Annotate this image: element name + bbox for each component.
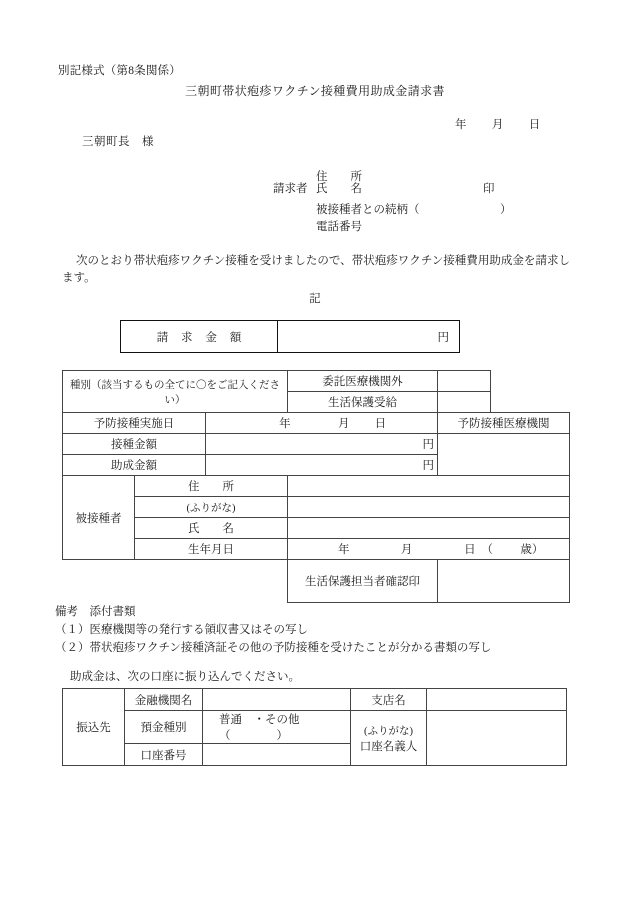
type-option-1-field[interactable] xyxy=(438,371,491,392)
requester-seal-label: 印 xyxy=(483,183,495,195)
type-row-1-spacer xyxy=(491,371,570,392)
table-row-welfare-seal xyxy=(63,560,570,603)
recipient-address-field[interactable] xyxy=(288,476,570,497)
main-table xyxy=(62,370,570,603)
claim-amount-box xyxy=(120,320,460,353)
bank-institution-name-label: 金融機関名 xyxy=(125,689,203,711)
welfare-seal-label: 生活保護担当者確認印 xyxy=(288,560,438,603)
notes-block xyxy=(55,604,491,657)
bank-holder-furigana-label: (ふりがな) xyxy=(364,725,413,737)
claim-amount-unit: 円 xyxy=(437,331,449,344)
bank-account-type-field[interactable]: 普通 ・その他（ ） xyxy=(203,711,351,744)
recipient-birth-age-label: 歳） xyxy=(520,544,544,556)
recipient-furigana-field[interactable] xyxy=(288,497,570,518)
bank-holder-field[interactable] xyxy=(427,711,567,766)
vaccination-date-field[interactable] xyxy=(206,413,438,434)
recipient-address-label: 住 所 xyxy=(135,476,288,497)
recipient-birth-field[interactable] xyxy=(288,539,570,560)
bank-table xyxy=(62,688,567,766)
recipient-label: 被接種者 xyxy=(63,476,135,560)
transfer-lead-text: 助成金は、次の口座に振り込んでください。 xyxy=(70,671,300,683)
requester-name-label: 氏 名 xyxy=(316,183,362,195)
notes-item-2: （２）帯状疱疹ワクチン接種済証その他の予防接種を受けたことが分かる書類の写し xyxy=(55,641,492,654)
vaccination-date-year-label: 年 xyxy=(279,418,291,430)
notes-heading: 備考 添付書類 xyxy=(55,606,136,618)
bank-branch-field[interactable] xyxy=(427,689,567,711)
requester-tel-label: 電話番号 xyxy=(316,221,362,233)
bank-row-account-type xyxy=(63,711,567,744)
transfer-label: 振込先 xyxy=(63,689,125,766)
bank-institution-name-field[interactable] xyxy=(203,689,351,711)
table-row-recipient-name xyxy=(63,518,570,539)
bank-holder-label-cell xyxy=(351,711,427,766)
notes-item-1: （１）医療機関等の発行する領収書又はその写し xyxy=(55,623,308,636)
vaccination-fee-label: 接種金額 xyxy=(63,434,206,455)
type-option-2-label: 生活保護受給 xyxy=(288,392,438,413)
form-code: 別記様式（第8条関係） xyxy=(58,65,181,77)
vaccination-fee-unit: 円 xyxy=(422,439,435,451)
welfare-seal-field[interactable] xyxy=(438,560,570,603)
subsidy-label: 助成金額 xyxy=(63,455,206,476)
table-row-recipient-furigana xyxy=(63,497,570,518)
claim-amount-label: 請 求 金 額 xyxy=(121,321,278,352)
date-month-label: 月 xyxy=(491,119,504,131)
subsidy-unit: 円 xyxy=(422,460,435,472)
table-row-recipient-address xyxy=(63,476,570,497)
vaccination-date-month-label: 月 xyxy=(338,418,350,430)
welfare-seal-spacer xyxy=(63,560,288,603)
recipient-birth-day-label: 日 （ xyxy=(464,544,493,556)
requester-relation-label: 被接種者との続柄（ ） xyxy=(316,204,512,216)
type-label: 種別（該当するもの全てに〇をご記入ください） xyxy=(63,371,288,413)
ki-marker: 記 xyxy=(309,293,321,305)
institution-label: 予防接種医療機関 xyxy=(438,413,570,434)
requester-address-label: 住 所 xyxy=(316,171,362,183)
type-option-2-field[interactable] xyxy=(438,392,491,413)
table-row-recipient-birth xyxy=(63,539,570,560)
institution-field[interactable] xyxy=(438,434,570,476)
page-title: 三朝町帯状疱疹ワクチン接種費用助成金請求書 xyxy=(185,84,445,98)
subsidy-field[interactable] xyxy=(206,455,438,476)
date-line xyxy=(455,116,540,132)
body-paragraph: 次のとおり帯状疱疹ワクチン接種を受けましたので、帯状疱疹ワクチン接種費用助成金を請求します。 xyxy=(62,255,570,284)
addressee: 三朝町長 様 xyxy=(82,136,154,148)
table-row-vaccination-date xyxy=(63,413,570,434)
recipient-birth-label: 生年月日 xyxy=(135,539,288,560)
recipient-birth-year-label: 年 xyxy=(337,544,350,556)
bank-account-number-field[interactable] xyxy=(203,744,351,766)
recipient-name-field[interactable] xyxy=(288,518,570,539)
vaccination-fee-field[interactable] xyxy=(206,434,438,455)
type-row-2-spacer xyxy=(491,392,570,413)
vaccination-date-label: 予防接種実施日 xyxy=(63,413,206,434)
recipient-birth-month-label: 月 xyxy=(400,544,413,556)
vaccination-date-day-label: 日 xyxy=(374,418,387,430)
table-row-vaccination-fee xyxy=(63,434,570,455)
recipient-furigana-label: (ふりがな) xyxy=(135,497,288,518)
type-option-1-label: 委託医療機関外 xyxy=(288,371,438,392)
requester-label: 請求者 xyxy=(273,183,308,195)
date-year-label: 年 xyxy=(455,119,467,131)
bank-row-institution xyxy=(63,689,567,711)
claim-amount-field[interactable] xyxy=(278,321,459,352)
table-row-type-1 xyxy=(63,371,570,392)
bank-account-type-label: 預金種別 xyxy=(125,711,203,744)
date-day-label: 日 xyxy=(528,119,541,131)
bank-account-number-label: 口座番号 xyxy=(125,744,203,766)
bank-branch-label: 支店名 xyxy=(351,689,427,711)
recipient-name-label: 氏 名 xyxy=(135,518,288,539)
bank-holder-label: 口座名義人 xyxy=(359,740,418,753)
